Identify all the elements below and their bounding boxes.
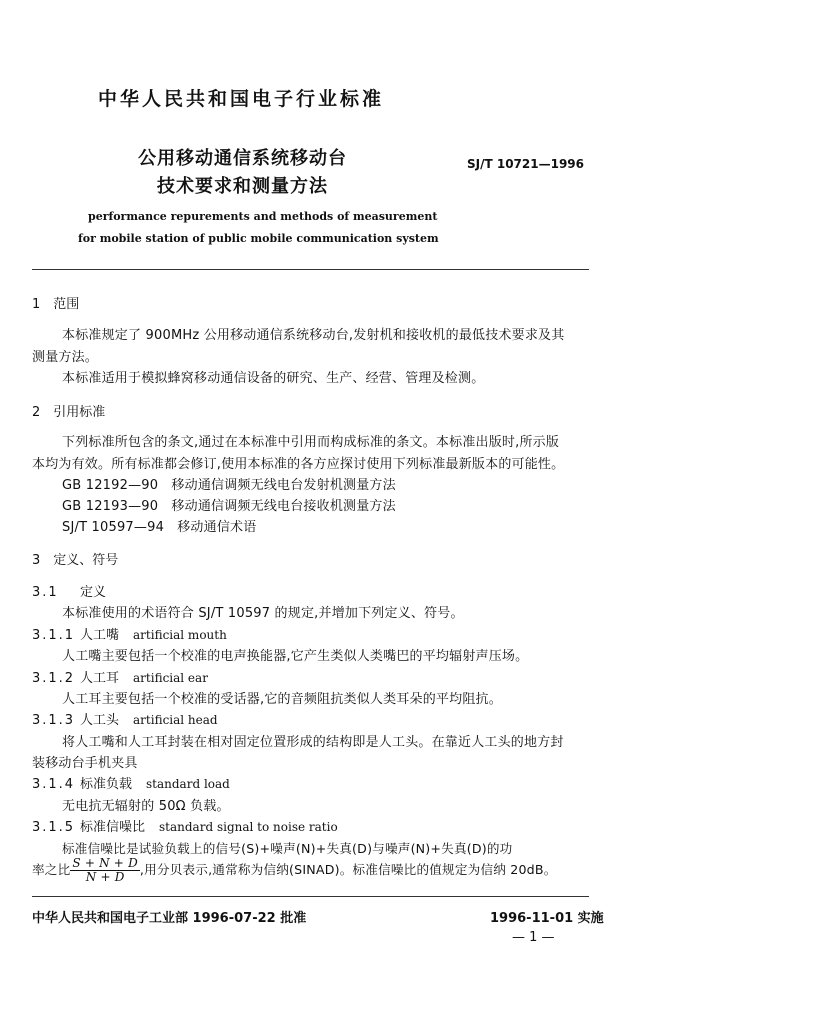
clause-number: 3.1.4 <box>32 777 76 792</box>
clause-english-term: standard load <box>146 777 230 791</box>
standard-code: SJ/T 10721—1996 <box>467 157 584 171</box>
clause-number: 3.1.5 <box>32 820 76 835</box>
clause-3-1-1-heading <box>32 624 227 643</box>
clause-3-1-5-heading <box>32 816 338 835</box>
clause-english-term: artificial head <box>133 713 218 727</box>
clause-3-1-4-text: 无电抗无辐射的 50Ω 负载。 <box>62 799 230 814</box>
page-number: — 1 — <box>512 930 555 945</box>
clause-english-term: artificial ear <box>133 671 208 685</box>
effective-date: 1996-11-01 实施 <box>490 911 604 926</box>
clause-number: 3.1.3 <box>32 713 76 728</box>
document-title-line2: 技术要求和测量方法 <box>157 176 328 197</box>
clause-3-1-2-text: 人工耳主要包括一个校准的受话器,它的音频阻抗类似人类耳朵的平均阻抗。 <box>62 692 502 707</box>
section-2-para-line1: 下列标准所包含的条文,通过在本标准中引用而构成标准的条文。本标准出版时,所示版 <box>62 435 560 450</box>
clause-3-1-5-text-line1: 标准信噪比是试验负载上的信号(S)+噪声(N)+失真(D)与噪声(N)+失真(D)的功 <box>62 841 513 856</box>
fraction-numerator: S + N + D <box>72 856 138 870</box>
issuing-organization: 中华人民共和国电子行业标准 <box>98 88 385 110</box>
sinad-fraction <box>70 857 140 884</box>
clause-label: 人工耳 <box>80 671 120 686</box>
section-1-para1-line1: 本标准规定了 900MHz 公用移动通信系统移动台,发射机和接收机的最低技术要求及其 <box>62 328 565 343</box>
reference-item: SJ/T 10597—94 移动通信术语 <box>62 520 257 535</box>
clause-label: 标准负载 <box>80 777 133 792</box>
clause-label: 人工嘴 <box>80 628 120 643</box>
text-prefix: 率之比 <box>32 862 71 877</box>
english-title-line2: for mobile station of public mobile communication system <box>78 232 439 245</box>
reference-item: GB 12193—90 移动通信调频无线电台接收机测量方法 <box>62 499 396 514</box>
header-divider <box>32 269 589 270</box>
clause-number: 3.1 <box>32 585 59 600</box>
section-1-heading: 1 范围 <box>32 297 80 312</box>
fraction-denominator: N + D <box>85 870 125 884</box>
section-3-heading: 3 定义、符号 <box>32 553 119 568</box>
text-suffix: ,用分贝表示,通常称为信纳(SINAD)。标准信噪比的值规定为信纳 20dB。 <box>139 862 557 877</box>
clause-3-1-2-heading <box>32 667 208 686</box>
document-title-line1: 公用移动通信系统移动台 <box>138 148 347 169</box>
clause-english-term: standard signal to noise ratio <box>159 820 338 834</box>
clause-label: 标准信噪比 <box>80 820 146 835</box>
clause-3-1-3-heading <box>32 709 218 728</box>
clause-label: 定义 <box>80 585 107 600</box>
clause-3-1-5-text-line2 <box>32 857 557 884</box>
section-1-para2: 本标准适用于模拟蜂窝移动通信设备的研究、生产、经营、管理及检测。 <box>62 371 485 386</box>
english-title-line1: performance repurements and methods of measurement <box>88 210 438 223</box>
clause-english-term: artificial mouth <box>133 628 227 642</box>
clause-label: 人工头 <box>80 713 120 728</box>
section-2-para-line2: 本均为有效。所有标准都会修订,使用本标准的各方应探讨使用下列标准最新版本的可能性。 <box>32 457 565 472</box>
clause-3-1-3-text-line2: 装移动台手机夹具 <box>32 756 138 771</box>
section-1-para1-line2: 测量方法。 <box>32 350 99 365</box>
footer-divider <box>32 896 589 897</box>
clause-number: 3.1.1 <box>32 628 76 643</box>
approval-statement: 中华人民共和国电子工业部 1996-07-22 批准 <box>32 911 307 926</box>
clause-3-1-4-heading <box>32 773 230 792</box>
section-2-heading: 2 引用标准 <box>32 405 106 420</box>
reference-item: GB 12192—90 移动通信调频无线电台发射机测量方法 <box>62 478 396 493</box>
clause-number: 3.1.2 <box>32 671 76 686</box>
clause-3-1-3-text-line1: 将人工嘴和人工耳封装在相对固定位置形成的结构即是人工头。在靠近人工头的地方封 <box>62 735 564 750</box>
clause-3-1-1-text: 人工嘴主要包括一个校准的电声换能器,它产生类似人类嘴巴的平均辐射声压场。 <box>62 649 529 664</box>
clause-3-1-heading <box>32 581 106 600</box>
clause-3-1-text: 本标准使用的术语符合 SJ/T 10597 的规定,并增加下列定义、符号。 <box>62 606 464 621</box>
